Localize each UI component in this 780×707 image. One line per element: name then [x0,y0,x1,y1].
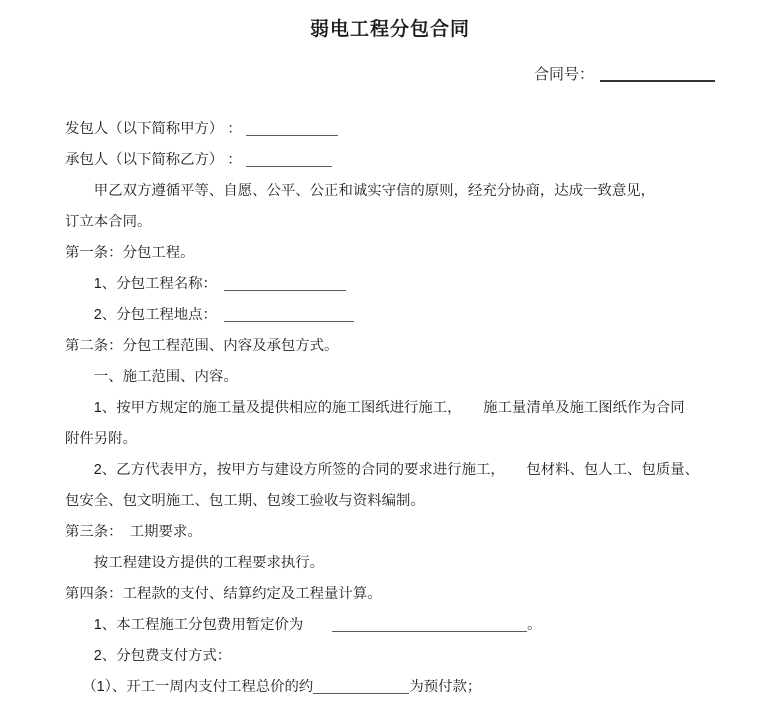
price-line [65,610,715,641]
contract-no-blank[interactable] [600,68,715,82]
contract-no-label: 合同号： [533,66,594,83]
paragraph-text: （1）、开工一周内支付工程总价的约 [82,679,314,695]
party-b-line [65,145,715,176]
paragraph-text: 1、分包工程名称： [93,276,225,292]
schedule-line [65,548,715,579]
paragraph-text: 1、按甲方规定的施工量及提供相应的施工图纸进行施工， 施工量清单及施工图纸作为合同 [93,400,685,416]
paragraph-text: 发包人（以下简称甲方） ： [65,121,246,137]
paragraph-text: 包安全、包文明施工、包工期、包竣工验收与资料编制。 [65,493,425,509]
contract-no-line [0,60,780,90]
paragraph-text: 第四条：工程款的支付、结算约定及工程量计算。 [65,586,382,602]
paragraph-text: 第二条：分包工程范围、内容及承包方式。 [65,338,339,354]
paragraph-text: 承包人（以下简称乙方） ： [65,152,246,168]
paragraph-text: 一、施工范围、内容。 [93,369,238,385]
paragraph-text: 1、本工程施工分包费用暂定价为 [93,617,333,633]
scope-item-1-line-2 [65,424,715,455]
prepayment-line [65,672,715,703]
prepayment-blank[interactable] [313,680,409,694]
paragraph-text: 第一条：分包工程。 [65,245,195,261]
article-2-heading [65,331,715,362]
project-location-line [65,300,715,331]
party-a-blank[interactable] [246,122,338,136]
paragraph-text: 2、分包费支付方式： [93,648,232,664]
paragraph-text: 第三条： 工期要求。 [65,524,202,540]
article-3-heading [65,517,715,548]
party-a-line [65,114,715,145]
project-location-blank[interactable] [224,308,354,322]
party-b-blank[interactable] [246,153,332,167]
paragraph-text: 为预付款； [409,679,482,695]
paragraph-text: 2、分包工程地点： [93,307,225,323]
scope-item-2-line-1 [65,455,715,486]
paragraph-text: 2、乙方代表甲方，按甲方与建设方所签的合同的要求进行施工， 包材料、包人工、包质量、 [93,462,700,478]
document-title: 弱电工程分包合同 [309,19,470,40]
payment-method-line [65,641,715,672]
project-name-blank[interactable] [224,277,346,291]
scope-item-1-line-1 [65,393,715,424]
paragraph-text: 。 [527,617,542,633]
preamble-line-2 [65,207,715,238]
paragraph-text: 附件另附。 [65,431,137,447]
scope-item-2-line-2 [65,486,715,517]
project-name-line [65,269,715,300]
article-1-heading [65,238,715,269]
paragraph-text: 甲乙双方遵循平等、自愿、公平、公正和诚实守信的原则，经充分协商，达成一致意见， [93,183,656,199]
document-body [0,114,780,703]
scope-heading-line [65,362,715,393]
provisional-price-blank[interactable] [332,618,527,632]
paragraph-text: 按工程建设方提供的工程要求执行。 [93,555,325,571]
article-4-heading [65,579,715,610]
paragraph-text: 订立本合同。 [65,214,152,230]
preamble-line-1 [65,176,715,207]
